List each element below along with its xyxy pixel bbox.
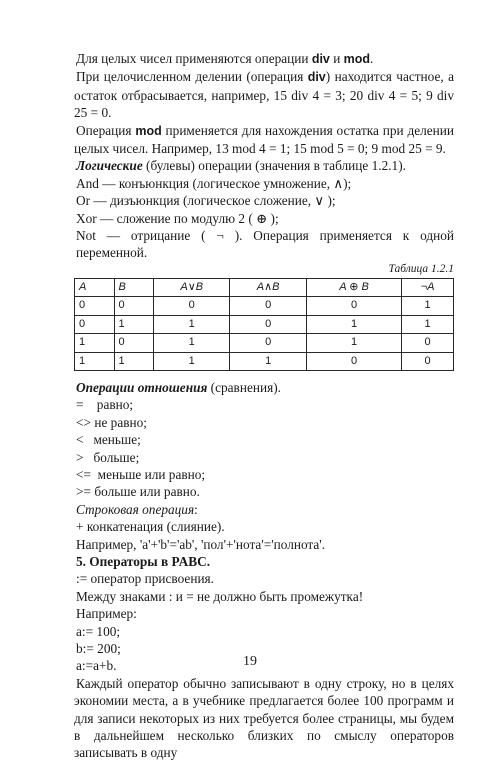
code-line: a:= 100; [76, 623, 121, 639]
line-not: Not — отрицание ( ¬ ). Операция применяется к одной переменной. [76, 228, 454, 261]
table-header-cell: A∧B [230, 278, 306, 296]
text-span: применяется для нахождения остатка при делении целых чисел. Например, 13 mod 4 = 1; 15 mod 5 = 0; 9 mod 25 = 9. [74, 122, 454, 157]
section-title: 5. Операторы в PABC. [76, 553, 211, 569]
paragraph-operators: Каждый оператор обычно записывают в одну строку, но в целях экономии места, а в учебнике предлагается более 100 программ и для записи некоторых из них требуется более страницы, мы будем в дальнейшем несколько близких по смыслу операторов записывать в одну [74, 675, 454, 761]
line-xor: Xor — сложение по модулю 2 ( ⊕ ); [76, 210, 279, 226]
relation-eq [74, 396, 454, 413]
table-cell: 0 [402, 334, 454, 352]
operator-symbol: = [76, 397, 84, 413]
operator-symbol: > [76, 449, 84, 465]
table-row [75, 297, 454, 315]
string-ops-heading [74, 501, 454, 518]
text-span: : [194, 501, 198, 517]
table-cell: 1 [306, 315, 401, 333]
code-line: b:= 200; [76, 641, 121, 656]
truth-table [74, 278, 454, 371]
table-cell: 0 [230, 297, 306, 315]
text-span: При целочисленном делении (операция [76, 69, 308, 85]
relation-gt [74, 449, 454, 466]
table-cell: 0 [230, 334, 306, 352]
table-cell: 1 [154, 352, 230, 370]
keyword-mod: mod [135, 123, 162, 138]
paragraph-integer-ops [74, 50, 454, 68]
text-span: Операция [76, 122, 136, 138]
table-cell: 0 [230, 315, 306, 333]
table-header-cell: B [114, 278, 154, 296]
operator-symbol: <> [76, 414, 91, 430]
relation-ne [74, 414, 454, 431]
code-line: a:=a+b. [76, 658, 117, 674]
operator-symbol: <= [76, 466, 91, 482]
keyword-div: div [311, 52, 330, 66]
heading-logical: Логические [76, 158, 143, 174]
text-span: . [370, 51, 374, 66]
table-cell: 0 [114, 334, 154, 352]
example-heading: Например: [76, 606, 137, 622]
table-cell: 0 [306, 297, 401, 315]
table-row [75, 315, 454, 333]
relation-lt [74, 431, 454, 448]
table-caption: Таблица 1.2.1 [388, 262, 454, 275]
paragraph-mod [74, 122, 454, 158]
table-cell: 1 [402, 297, 454, 315]
table-cell: 1 [402, 315, 454, 333]
text-span: (сравнения). [207, 379, 281, 395]
paragraph-logical [74, 157, 454, 174]
table-row [75, 352, 454, 370]
operator-symbol: >= [76, 484, 91, 500]
keyword-div: div [307, 70, 326, 85]
page-number: 19 [243, 654, 257, 669]
table-header-cell: A ⊕ B [306, 278, 401, 296]
text-span: (булевы) операции (значения в таблице 1.2.1). [142, 158, 406, 174]
line-and: And — конъюнкция (логическое умножение, ∧); [76, 175, 352, 191]
table-cell: 1 [114, 352, 154, 370]
heading-string-ops: Строковая операция [76, 501, 195, 517]
table-cell: 0 [75, 297, 115, 315]
table-cell: 1 [75, 352, 115, 370]
relation-ge [74, 483, 454, 500]
table-cell: 1 [154, 334, 230, 352]
assign-line: := оператор присвоения. [76, 571, 215, 587]
keyword-mod: mod [343, 52, 371, 66]
table-cell: 0 [402, 352, 454, 370]
table-header-cell: A∨B [154, 278, 230, 296]
text-span: Для целых чисел применяются операции [76, 51, 312, 66]
table-cell: 1 [230, 352, 306, 370]
heading-relations: Операции отношения [76, 379, 208, 395]
table-cell: 0 [114, 297, 154, 315]
operator-text: равно; [96, 397, 134, 413]
relation-le [74, 466, 454, 483]
table-cell: 0 [306, 352, 401, 370]
operator-text: меньше; [93, 432, 141, 448]
line-or: Or — дизъюнкция (логическое сложение, ∨ ); [76, 193, 336, 209]
string-concat: + конкатенация (слияние). [76, 519, 225, 535]
assign-note: Между знаками : и = не должно быть промежутка! [76, 588, 364, 604]
table-cell: 1 [75, 334, 115, 352]
operator-text: больше или равно. [94, 484, 200, 500]
string-example: Например, 'а'+'b'='аb', 'пол'+'нота'='полнота'. [76, 536, 326, 552]
relations-heading [74, 379, 454, 396]
operator-text: меньше или равно; [97, 466, 206, 482]
table-cell: 0 [75, 315, 115, 333]
table-cell: 1 [154, 315, 230, 333]
operator-text: не равно; [94, 414, 147, 430]
table-row [75, 334, 454, 352]
table-cell: 1 [114, 315, 154, 333]
operator-symbol: < [76, 432, 84, 448]
table-cell: 0 [154, 297, 230, 315]
table-cell: 1 [306, 334, 401, 352]
paragraph-div [74, 68, 454, 121]
table-header-cell: A [75, 278, 115, 296]
table-header-row [75, 278, 454, 296]
text-span: и [329, 51, 344, 66]
operator-text: больше; [93, 449, 140, 465]
table-header-cell: ¬A [402, 278, 454, 296]
text-span: ) находится частное, а остаток отбрасывается, например, 15 div 4 = 3; 20 div 4 = 5; 9 div 25 = 0. [74, 69, 455, 121]
